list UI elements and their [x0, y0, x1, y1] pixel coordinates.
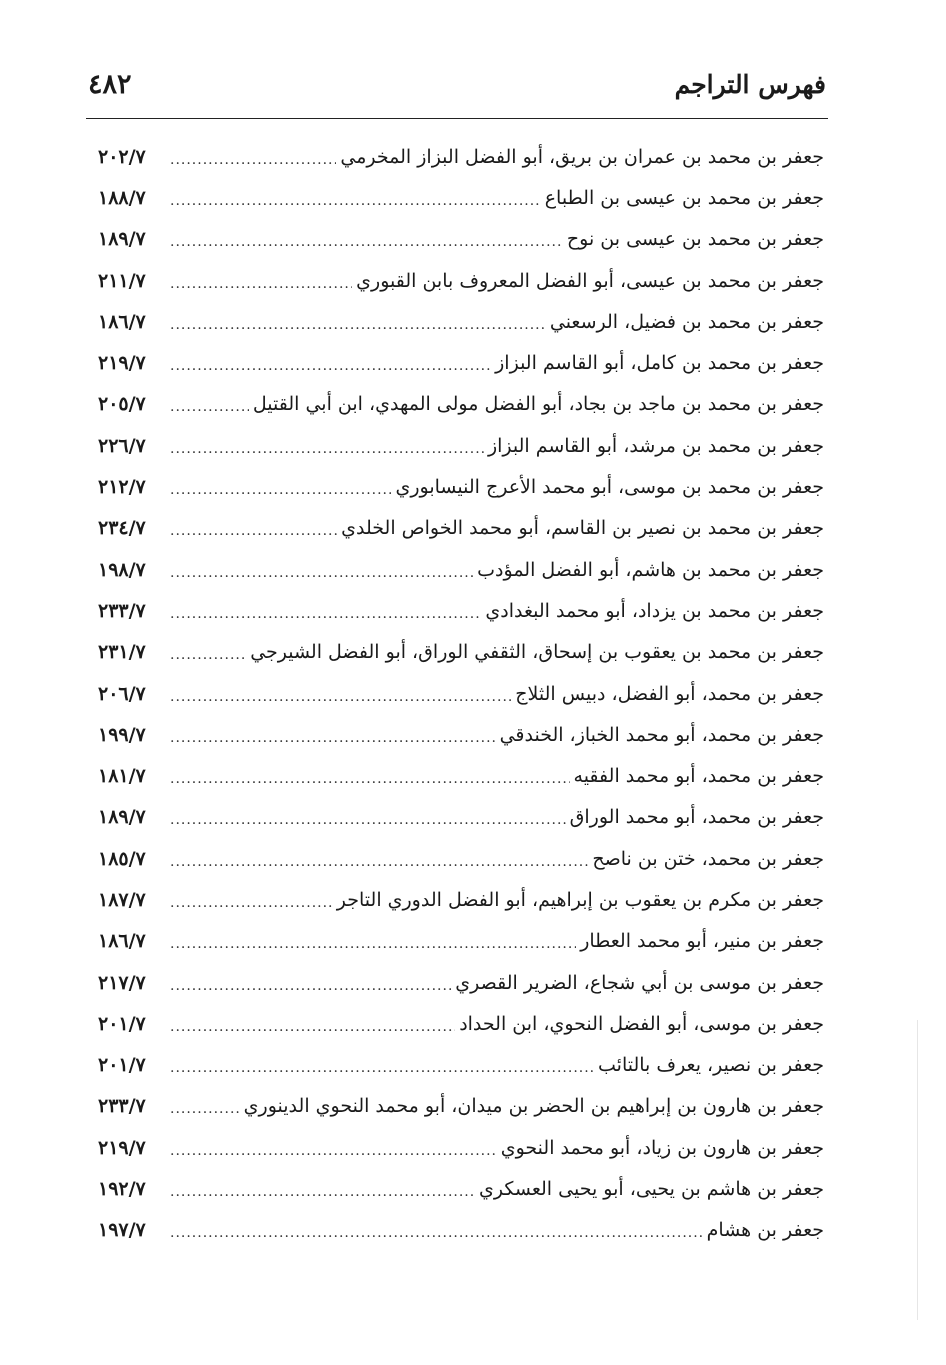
dot-leader — [170, 854, 588, 870]
entry-reference: ٢١٩/٧ — [98, 352, 146, 375]
entry-name: جعفر بن محمد، أبو محمد الوراق — [569, 806, 824, 829]
dot-leader — [170, 1184, 475, 1200]
dot-leader — [170, 482, 391, 498]
entry-name: جعفر بن مكرم بن يعقوب بن إبراهيم، أبو الفضل الدوري التاجر — [336, 888, 824, 911]
entry-name: جعفر بن موسى، أبو الفضل النحوي، ابن الحداد — [459, 1012, 824, 1035]
index-entry — [98, 301, 824, 342]
index-entry — [98, 590, 824, 631]
index-entry — [98, 549, 824, 590]
entry-name: جعفر بن هارون بن زياد، أبو محمد النحوي — [500, 1136, 824, 1159]
index-entry — [98, 673, 824, 714]
entry-name: جعفر بن محمد بن موسى، أبو محمد الأعرج النيسابوري — [395, 476, 824, 499]
entry-name: جعفر بن محمد بن عمران بن بريق، أبو الفضل البزاز المخرمي — [340, 145, 824, 168]
header-rule — [86, 118, 828, 119]
dot-leader — [170, 1060, 594, 1076]
entry-reference: ٢١٧/٧ — [98, 971, 146, 994]
entry-reference: ٢١٢/٧ — [98, 476, 146, 499]
entry-name: جعفر بن محمد بن هاشم، أبو الفضل المؤدب — [477, 558, 824, 581]
entry-reference: ٢٠٥/٧ — [98, 393, 146, 416]
entry-reference: ١٨١/٧ — [98, 765, 146, 788]
entry-reference: ٢٣٤/٧ — [98, 517, 146, 540]
index-entry — [98, 219, 824, 260]
page-number: ٤٨٢ — [88, 68, 132, 100]
index-entry — [98, 962, 824, 1003]
entry-reference: ٢٣١/٧ — [98, 641, 146, 664]
entry-reference: ١٩٧/٧ — [98, 1219, 146, 1242]
index-entry — [98, 384, 824, 425]
entry-reference: ٢٠١/٧ — [98, 1054, 146, 1077]
entry-name: جعفر بن محمد بن ماجد بن بجاد، أبو الفضل مولى المهدي، ابن أبي القتيل — [252, 393, 824, 416]
entry-name: جعفر بن هشام — [706, 1219, 824, 1242]
index-entry — [98, 1086, 824, 1127]
index-entry — [98, 508, 824, 549]
entry-name: جعفر بن هاشم بن يحيى، أبو يحيى العسكري — [479, 1178, 824, 1201]
entry-reference: ١٨٦/٧ — [98, 310, 146, 333]
dot-leader — [170, 895, 333, 911]
dot-leader — [170, 1019, 455, 1035]
entry-name: جعفر بن محمد، أبو محمد الخباز، الخندقي — [499, 723, 824, 746]
dot-leader — [170, 771, 570, 787]
entry-name: جعفر بن نصير، يعرف بالتائب — [598, 1054, 824, 1077]
entry-reference: ٢٠٢/٧ — [98, 145, 146, 168]
dot-leader — [170, 606, 481, 622]
entry-reference: ١٨٩/٧ — [98, 806, 146, 829]
entry-reference: ٢١١/٧ — [98, 269, 146, 292]
dot-leader — [170, 399, 249, 415]
index-entry — [98, 177, 824, 218]
dot-leader — [170, 565, 473, 581]
dot-leader — [170, 1101, 240, 1117]
entry-reference: ٢٣٣/٧ — [98, 1095, 146, 1118]
dot-leader — [170, 689, 511, 705]
entry-reference: ٢١٩/٧ — [98, 1136, 146, 1159]
entry-name: جعفر بن محمد بن يعقوب بن إسحاق، الثقفي الوراق، أبو الفضل الشيرجي — [250, 641, 824, 664]
index-entry — [98, 425, 824, 466]
entry-name: جعفر بن محمد بن نصير بن القاسم، أبو محمد الخواص الخلدي — [341, 517, 824, 540]
entry-reference: ١٩٢/٧ — [98, 1178, 146, 1201]
dot-leader — [170, 441, 484, 457]
page-header — [88, 64, 826, 104]
dot-leader — [170, 1143, 497, 1159]
dot-leader — [170, 647, 246, 663]
entry-reference: ١٨٥/٧ — [98, 847, 146, 870]
entry-name: جعفر بن محمد، أبو محمد الفقيه — [573, 765, 824, 788]
entry-name: جعفر بن محمد بن فضيل، الرسعني — [549, 310, 824, 333]
index-entries-list — [98, 136, 824, 1251]
entry-name: جعفر بن محمد بن كامل، أبو القاسم البزاز — [495, 352, 824, 375]
dot-leader — [170, 234, 563, 250]
dot-leader — [170, 317, 546, 333]
dot-leader — [170, 978, 451, 994]
entry-reference: ١٨٩/٧ — [98, 228, 146, 251]
dot-leader — [170, 358, 491, 374]
index-entry — [98, 1168, 824, 1209]
index-entry — [98, 1045, 824, 1086]
dot-leader — [170, 523, 337, 539]
index-entry — [98, 632, 824, 673]
running-title: فهرس التراجم — [674, 69, 826, 99]
entry-name: جعفر بن محمد بن مرشد، أبو القاسم البزاز — [487, 434, 824, 457]
index-entry — [98, 921, 824, 962]
entry-name: جعفر بن محمد بن عيسى بن الطباع — [544, 186, 824, 209]
entry-reference: ١٩٩/٧ — [98, 723, 146, 746]
dot-leader — [170, 193, 541, 209]
index-entry — [98, 755, 824, 796]
entry-reference: ٢٢٦/٧ — [98, 434, 146, 457]
dot-leader — [170, 936, 576, 952]
entry-reference: ٢٣٣/٧ — [98, 599, 146, 622]
entry-reference: ١٨٧/٧ — [98, 888, 146, 911]
entry-reference: ١٩٨/٧ — [98, 558, 146, 581]
dot-leader — [170, 730, 496, 746]
entry-name: جعفر بن محمد بن عيسى بن نوح — [566, 228, 824, 251]
dot-leader — [170, 276, 352, 292]
entry-name: جعفر بن محمد، ختن بن ناصح — [592, 847, 824, 870]
dot-leader — [170, 1225, 703, 1241]
index-entry — [98, 714, 824, 755]
dot-leader — [170, 812, 566, 828]
entry-name: جعفر بن محمد بن يزداد، أبو محمد البغدادي — [485, 599, 824, 622]
entry-name: جعفر بن محمد، أبو الفضل، دبيس الثلاج — [515, 682, 824, 705]
entry-name: جعفر بن هارون بن إبراهيم بن الحضر بن ميدان، أبو محمد النحوي الدينوري — [243, 1095, 824, 1118]
entry-name: جعفر بن منير، أبو محمد العطار — [580, 930, 824, 953]
index-entry — [98, 1127, 824, 1168]
entry-reference: ١٨٦/٧ — [98, 930, 146, 953]
index-entry — [98, 1003, 824, 1044]
index-entry — [98, 797, 824, 838]
entry-reference: ١٨٨/٧ — [98, 186, 146, 209]
index-entry — [98, 838, 824, 879]
index-entry — [98, 879, 824, 920]
index-entry — [98, 1210, 824, 1251]
page-edge-mark — [917, 1020, 918, 1320]
dot-leader — [170, 152, 336, 168]
entry-reference: ٢٠١/٧ — [98, 1012, 146, 1035]
entry-name: جعفر بن محمد بن عيسى، أبو الفضل المعروف بابن القبوري — [356, 269, 824, 292]
entry-name: جعفر بن موسى بن أبي شجاع، الضرير القصري — [455, 971, 824, 994]
entry-reference: ٢٠٦/٧ — [98, 682, 146, 705]
index-entry — [98, 466, 824, 507]
index-entry — [98, 260, 824, 301]
index-entry — [98, 342, 824, 383]
index-entry — [98, 136, 824, 177]
